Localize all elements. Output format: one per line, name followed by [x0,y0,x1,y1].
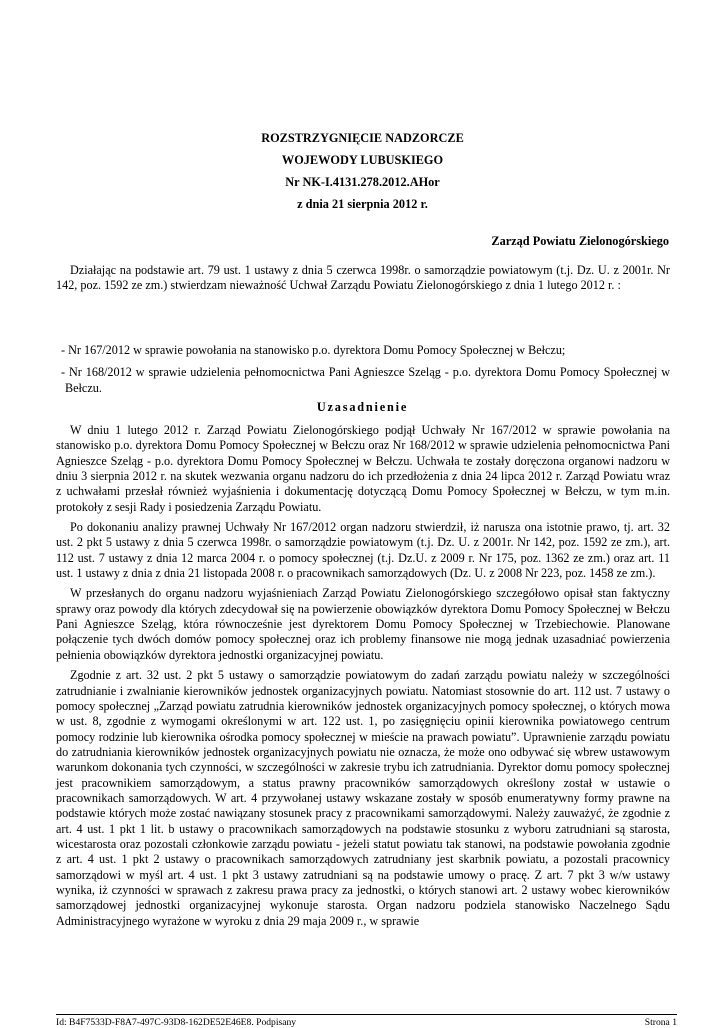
title-issuer: WOJEWODY LUBUSKIEGO [281,153,444,167]
footer-page-number: Strona 1 [644,1017,677,1028]
intro-section [56,263,670,294]
paragraph-3: W przesłanych do organu nadzoru wyjaśnieniach Zarząd Powiatu Zielonogórskiego szczegółowo opisał stan faktyczny sprawy oraz powody dla których zdecydował się na powierzenie obowiązków dyrektora Domu Pomocy Społecznej w Bełczu Pani Agnieszce Szeląg, która równocześnie jest dyrektorem Domu Pomocy Społecznej w Trzebiechowie. Planowane połączenie tych dwóch domów pomocy społecznej oraz ich problemy finansowe nie mogą jednak uzasadniać powierzenia pełnienia obowiązków dyrektora jednostki organizacyjnej powiatu. [56,586,670,662]
document-title-block [0,127,725,215]
section-heading: Uzasadnienie [316,400,409,414]
paragraph-2: Po dokonaniu analizy prawnej Uchwały Nr 167/2012 organ nadzoru stwierdził, iż narusza ona istotnie prawo, tj. art. 32 ust. 2 pkt 5 ustawy z dnia 5 czerwca 1998r. o samorządzie powiatowym (t.j. Dz. U. z 2001r. Nr 142, poz. 1592 ze zm.), art. 112 ust. 7 ustawy z dnia 12 marca 2004 r. o pomocy społecznej (t.j. Dz.U. z 2009 r. Nr 175, poz. 1362 ze zm.) oraz art. 11 ust. 1 ustawy z dnia z dnia 21 listopada 2008 r. o pracownikach samorządowych (Dz. U. z 2008 Nr 223, poz. 1458 ze zm.). [56,520,670,581]
resolution-item-167: - Nr 167/2012 w sprawie powołania na stanowisko p.o. dyrektora Domu Pomocy Społecznej w Bełczu; [61,343,566,357]
paragraph-4: Zgodnie z art. 32 ust. 2 pkt 5 ustawy o samorządzie powiatowym do zadań zarządu powiatu należy w szczególności zatrudnianie i zwalnianie kierowników jednostek organizacyjnych powiatu. Natomiast stosownie do art. 112 ust. 7 ustawy o pomocy społecznej „Zarząd powiatu zatrudnia kierowników jednostek organizacyjnych pomocy społecznej, o których mowa w ust. 8, zgodnie z wymogami określonymi w art. 122 ust. 1, po zasięgnięciu opinii kierownika powiatowego centrum pomocy rodzinie lub kierownika ośrodka pomocy społecznej w mieście na prawach powiatu”. Uprawnienie zarządu powiatu do zatrudniania kierowników jednostek organizacyjnych powiatu nie oznacza, że może ono odbywać się wbrew ustawowym warunkom dokonania tych czynności, w szczególności w zakresie trybu ich zatrudniania. Dyrektor domu pomocy społecznej jest pracownikiem samorządowym, a status prawny pracowników samorządowych określony został w ustawie o pracownikach samorządowych. W art. 4 przywołanej ustawy wskazane zostały w sposób enumeratywny formy prawne na podstawie których może zostać nawiązany stosunek pracy z pracownikami samorządowymi. Należy zauważyć, że zgodnie z art. 4 ust. 1 pkt 1 lit. b ustawy o pracownikach samorządowych na podstawie stosunku z wyboru zatrudniani są starosta, wicestarosta oraz pozostali członkowie zarządu powiatu - jeżeli statut powiatu tak stanowi, na podstawie powołania zgodnie z art. 4 ust. 1 pkt 2 ustawy o pracownikach samorządowych zatrudniany jest skarbnik powiatu, a pozostali pracownicy samorządowi w myśl art. 4 ust. 1 pkt 3 ustawy zatrudniani są na podstawie umowy o pracę. Z art. 7 pkt 3 w/w ustawy wynika, iż czynności w sprawach z zakresu prawa pracy za jednostki, o których stanowi art. 2 ustawy wobec kierowników samorządowej jednostki organizacyjnej wykonuje starosta. Organ nadzoru podziela stanowisko Naczelnego Sądu Administracyjnego wyrażone w wyroku z dnia 29 maja 2009 r., w sprawie [56,668,670,928]
title-date: z dnia 21 sierpnia 2012 r. [297,197,428,211]
title-case-number: Nr NK-I.4131.278.2012.AHor [285,175,440,189]
intro-paragraph: Działając na podstawie art. 79 ust. 1 ustawy z dnia 5 czerwca 1998r. o samorządzie powiatowym (t.j. Dz. U. z 2001r. Nr 142, poz. 1592 ze zm.) stwierdzam nieważność Uchwał Zarządu Powiatu Zielonogórskiego z dnia 1 lutego 2012 r. : [56,263,670,293]
resolution-item-168: - Nr 168/2012 w sprawie udzielenia pełnomocnictwa Pani Agnieszce Szeląg - p.o. dyrektora Domu Pomocy Społecznej w Bełczu. [61,365,670,395]
justification-section [56,423,670,929]
paragraph-1: W dniu 1 lutego 2012 r. Zarząd Powiatu Zielonogórskiego podjął Uchwały Nr 167/2012 w sprawie powołania na stanowisko p.o. dyrektora Domu Pomocy Społecznej w Bełczu oraz Nr 168/2012 w sprawie udzielenia pełnomocnictwa Pani Agnieszce Szeląg - p.o. dyrektora Domu Pomocy Społecznej w Bełczu. Uchwała te zostały doręczona organowi nadzoru w dniu 3 sierpnia 2012 r. na skutek wezwania organu nadzoru do ich przedłożenia z dnia 24 lipca 2012 r. Zarząd Powiatu wraz z uchwałami przesłał również wyjaśnienia i dokumentację dotyczącą Domu Pomocy Społecznej w Bełczu, w tym m.in. protokoły z sesji Rady i posiedzenia Zarządu Powiatu. [56,423,670,514]
title-decision-type: ROZSTRZYGNIĘCIE NADZORCZE [261,131,464,145]
footer-document-id: Id: B4F7533D-F8A7-497C-93D8-162DE52E46E8. Podpisany [56,1017,297,1028]
resolution-list [57,343,670,396]
addressee: Zarząd Powiatu Zielonogórskiego [491,234,669,248]
footer-divider [56,1014,677,1015]
